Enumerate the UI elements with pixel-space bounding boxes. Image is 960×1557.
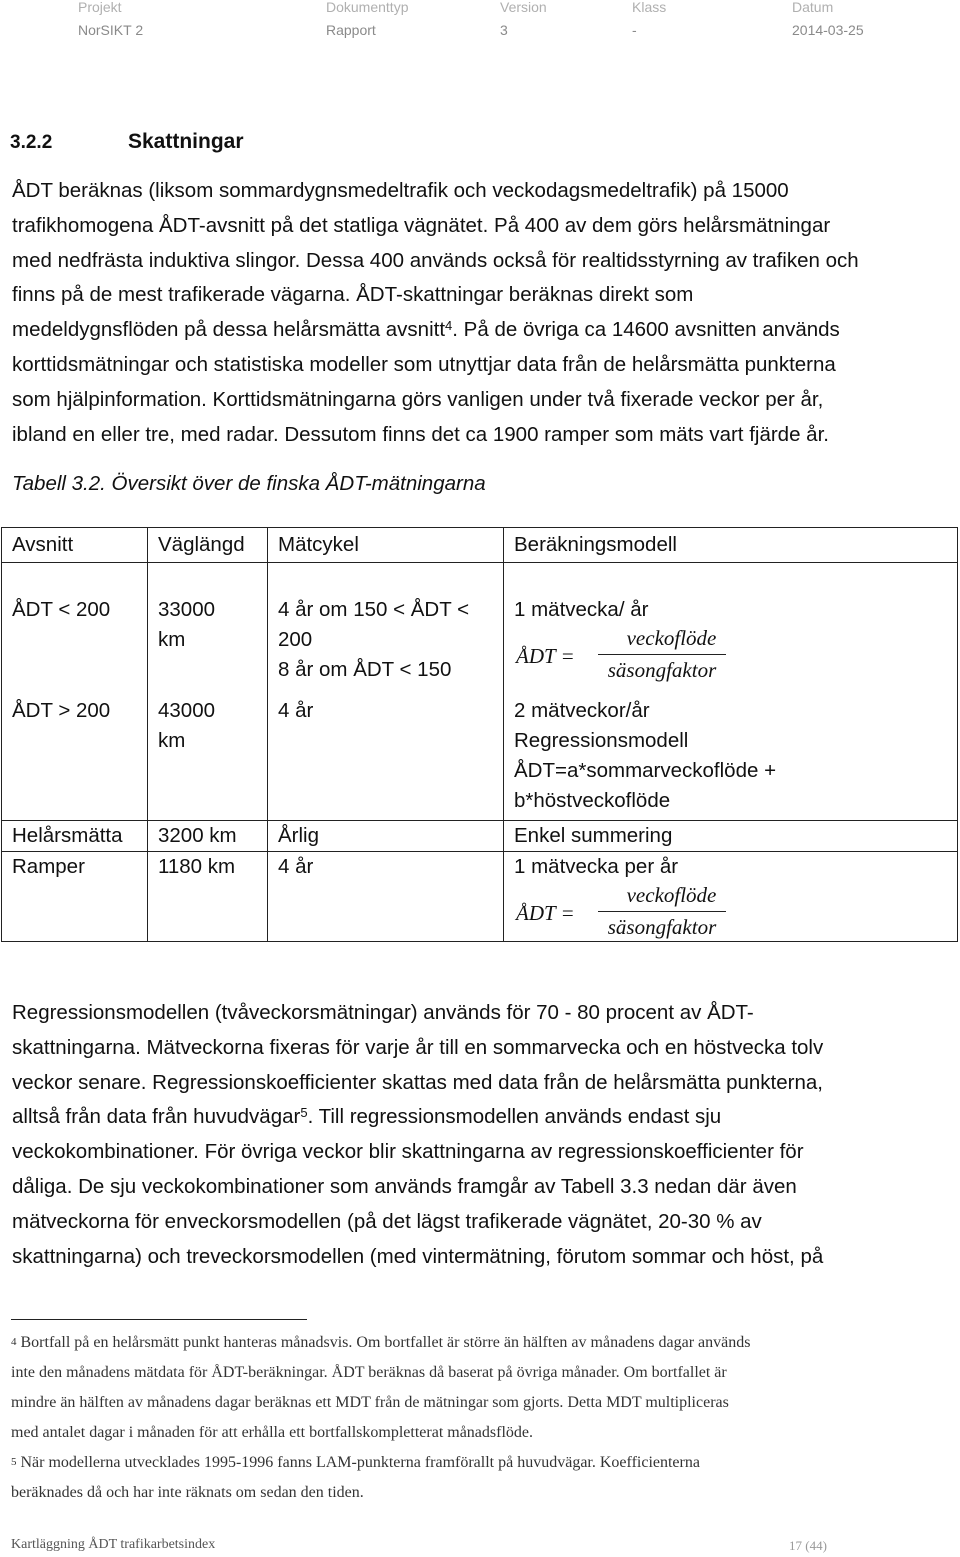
- text-line: [12, 313, 957, 348]
- footnote-mark: 5: [11, 1456, 17, 1468]
- table-cell: 3200 km: [148, 820, 268, 851]
- table-header-row: [2, 528, 958, 563]
- text-line: veckor senare. Regressionskoefficienter skattas med data från de helårsmätta punkterna,: [12, 1070, 823, 1094]
- text-line: skattningarna) och treveckorsmodellen (med vintermätning, förutom sommar och höst, på: [12, 1244, 824, 1268]
- footnote-text: Bortfall på en helårsmätt punkt hanteras månadsvis. Om bortfallet är större än hälften av månadens dagar används: [20, 1334, 751, 1351]
- text-line: skattningarna. Mätveckorna fixeras för varje år till en sommarvecka och en höstvecka tolv: [12, 1035, 824, 1059]
- table-cell: ÅDT > 200: [2, 694, 148, 820]
- text-line: [12, 1100, 957, 1135]
- table-cell: 1180 km: [148, 851, 268, 941]
- header-doctype-value: Rapport: [326, 22, 376, 38]
- cell-line: 2 mätveckor/år: [514, 698, 650, 722]
- table-cell: [148, 694, 268, 820]
- table-cell: ÅDT < 200: [2, 591, 148, 694]
- footnote-line: [11, 1448, 956, 1478]
- cell-line: Regressionsmodell: [514, 728, 689, 752]
- footnote-line: inte den månadens mätdata för ÅDT-beräkningar. ÅDT beräknas då baserat på övriga månader. Om bortfallet är: [11, 1364, 727, 1381]
- footnote-separator: [11, 1319, 307, 1320]
- text-segment: alltså från data från huvudvägar: [12, 1105, 301, 1129]
- header-project-label: Projekt: [78, 0, 122, 15]
- cell-line: 1 mätvecka per år: [514, 854, 679, 878]
- paragraph-intro: [12, 174, 957, 452]
- table-cell: [504, 694, 958, 820]
- footnote-5: [11, 1448, 956, 1508]
- formula-lhs: ÅDT =: [516, 643, 575, 668]
- cell-line: 4 år om 150 < ÅDT <: [278, 597, 470, 621]
- text-line: ibland en eller tre, med radar. Dessutom finns det ca 1900 ramper som mäts vart fjärde år.: [12, 422, 829, 446]
- footnote-line: mindre än hälften av månadens dagar beräknas ett MDT från de mätningar som gjorts. Detta MDT multipliceras: [11, 1394, 729, 1411]
- text-segment: medeldygnsflöden på dessa helårsmätta avsnitt: [12, 318, 446, 342]
- table-cell: [148, 591, 268, 694]
- cell-line: km: [158, 728, 186, 752]
- cell-line: km: [158, 627, 186, 651]
- header-class-label: Klass: [632, 0, 667, 15]
- adt-formula: [514, 882, 957, 940]
- section-title: Skattningar: [128, 130, 244, 153]
- text-line: med nedfrästa induktiva slingor. Dessa 400 används också för realtidsstyrning av trafiken och: [12, 248, 859, 272]
- header-version-value: 3: [500, 22, 508, 38]
- table-cell: Ramper: [2, 851, 148, 941]
- text-line: som hjälpinformation. Korttidsmätningarna görs vanligen under två fixerade veckor per år,: [12, 387, 824, 411]
- footer-page-number: 17 (44): [789, 1538, 827, 1553]
- cell-line: 1 mätvecka/ år: [514, 597, 649, 621]
- header-project-value: NorSIKT 2: [78, 22, 144, 38]
- adt-overview-table: [1, 527, 958, 942]
- cell-line: 43000: [158, 698, 216, 722]
- text-line: finns på de mest trafikerade vägarna. ÅDT-skattningar beräknas direkt som: [12, 283, 694, 307]
- table-row: [2, 694, 958, 820]
- table-row: [2, 851, 958, 941]
- adt-formula: [514, 625, 957, 683]
- section-number: 3.2.2: [10, 132, 53, 153]
- footnote-text: När modellerna utvecklades 1995-1996 fanns LAM-punkterna framförallt på huvudvägar. Koefficienterna: [20, 1454, 700, 1471]
- footer-document-title: Kartläggning ÅDT trafikarbetsindex: [11, 1537, 216, 1552]
- table-cell: Årlig: [268, 820, 504, 851]
- table-cell: 4 år: [268, 694, 504, 820]
- table-caption: Tabell 3.2. Översikt över de finska ÅDT-mätningarna: [12, 472, 486, 495]
- text-line: korttidsmätningar och statistiska modeller som utnyttjar data från de helårsmätta punkterna: [12, 352, 836, 376]
- footnote-4: [11, 1328, 956, 1448]
- text-line: ÅDT beräknas (liksom sommardygnsmedeltrafik och veckodagsmedeltrafik) på 15000: [12, 179, 789, 202]
- text-line: mätveckorna för enveckorsmodellen (på det lägst trafikerade vägnätet, 20-30 % av: [12, 1209, 762, 1233]
- formula-lhs: ÅDT =: [516, 900, 575, 925]
- header-version-label: Version: [500, 0, 547, 15]
- column-header: Väglängd: [148, 528, 268, 563]
- cell-line: 200: [278, 627, 313, 651]
- table-cell: 4 år: [268, 851, 504, 941]
- column-header: Mätcykel: [268, 528, 504, 563]
- text-line: dåliga. De sju veckokombinationer som används framgår av Tabell 3.3 nedan där även: [12, 1174, 797, 1198]
- footnote-ref-5[interactable]: 5: [300, 1105, 308, 1121]
- header-doctype-label: Dokumenttyp: [326, 0, 409, 15]
- column-header: Avsnitt: [2, 528, 148, 563]
- footnote-line: [11, 1328, 956, 1358]
- paragraph-regression: [12, 996, 957, 1274]
- header-date-value: 2014-03-25: [792, 22, 864, 38]
- table-row: [2, 820, 958, 851]
- text-line: Regressionsmodellen (tvåveckorsmätningar) används för 70 - 80 procent av ÅDT-: [12, 1001, 754, 1024]
- cell-line: 8 år om ÅDT < 150: [278, 657, 452, 681]
- cell-line: 33000: [158, 597, 216, 621]
- formula-denominator: säsongfaktor: [607, 657, 717, 682]
- footnote-ref-4[interactable]: 4: [445, 318, 453, 334]
- table-cell: Enkel summering: [504, 820, 958, 851]
- table-cell: Helårsmätta: [2, 820, 148, 851]
- footnote-line: med antalet dagar i månaden för att erhålla ett bortfallskompletterat månadsflöde.: [11, 1424, 534, 1441]
- column-header: Beräkningsmodell: [504, 528, 958, 563]
- text-segment: . Till regressionsmodellen används endast sju: [307, 1105, 722, 1129]
- table-cell: [504, 851, 958, 941]
- footnote-line: beräknades då och har inte räknats om sedan den tiden.: [11, 1484, 364, 1501]
- header-class-value: -: [632, 22, 637, 38]
- formula-numerator: veckoflöde: [626, 882, 717, 907]
- cell-line: ÅDT=a*sommarveckoflöde +: [514, 758, 777, 782]
- table-row: [2, 591, 958, 694]
- text-line: trafikhomogena ÅDT-avsnitt på det statliga vägnätet. På 400 av dem görs helårsmätningar: [12, 213, 831, 237]
- footnote-mark: 4: [11, 1336, 17, 1348]
- text-segment: . På de övriga ca 14600 avsnitten används: [452, 318, 840, 342]
- table-cell: [504, 591, 958, 694]
- table-cell: [268, 591, 504, 694]
- cell-line: b*höstveckoflöde: [514, 788, 671, 812]
- formula-denominator: säsongfaktor: [607, 914, 717, 939]
- formula-numerator: veckoflöde: [626, 625, 717, 650]
- table-spacer-row: [2, 563, 958, 591]
- header-date-label: Datum: [792, 0, 834, 15]
- text-line: veckokombinationer. För övriga veckor blir skattningarna av regressionskoefficienter för: [12, 1140, 804, 1164]
